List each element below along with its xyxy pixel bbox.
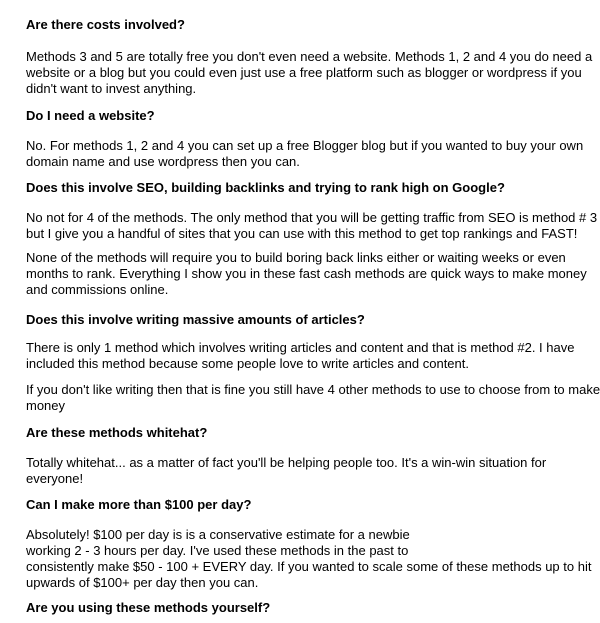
faq-answer: No. For methods 1, 2 and 4 you can set up a free Blogger blog but if you wanted to buy your own domain name and use wordpress then you can. <box>26 138 584 169</box>
faq-answer: Totally whitehat... as a matter of fact you'll be helping people too. It's a win-win situation for everyone! <box>26 455 547 486</box>
faq-question: Does this involve writing massive amounts of articles? <box>26 312 365 327</box>
faq-question: Are there costs involved? <box>26 17 185 32</box>
faq-answer: Methods 3 and 5 are totally free you don't even need a website. Methods 1, 2 and 4 you do need a website or a blog but you could even just use a free platform such as blogger or wordpress if you didn't want to invest anything. <box>26 49 593 96</box>
faq-question: Are you using these methods yourself? <box>26 600 271 615</box>
faq-question: Can I make more than $100 per day? <box>26 497 252 512</box>
faq-question: Are these methods whitehat? <box>26 425 208 440</box>
faq-question: Does this involve SEO, building backlinks and trying to rank high on Google? <box>26 180 505 195</box>
faq-answer: Absolutely! $100 per day is is a conservative estimate for a newbie working 2 - 3 hours per day. I've used these methods in the past to consistently make $50 - 100 + EVERY day. If you wanted to scale some of these methods up to hit upwards of $100+ per day then you can. <box>26 527 592 590</box>
faq-question: Do I need a website? <box>26 108 155 123</box>
faq-answer: None of the methods will require you to build boring back links either or waiting weeks or even months to rank. Everything I show you in these fast cash methods are quick ways to make money and commissions online. <box>26 250 587 297</box>
faq-answer: No not for 4 of the methods. The only method that you will be getting traffic from SEO is method # 3 but I give you a handful of sites that you can use with this method to get top rankings and FAST! <box>26 210 598 241</box>
faq-answer: If you don't like writing then that is fine you still have 4 other methods to use to choose from to make money <box>26 382 600 413</box>
faq-answer: There is only 1 method which involves writing articles and content and that is method #2. I have included this method because some people love to write articles and content. <box>26 340 575 371</box>
